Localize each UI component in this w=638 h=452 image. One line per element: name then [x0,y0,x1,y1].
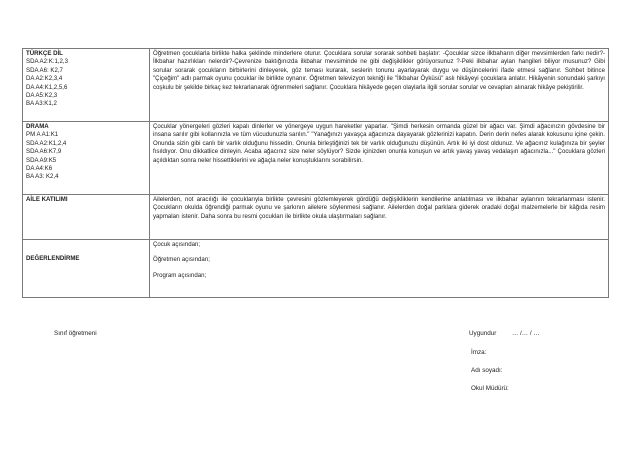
objective-code: DA A4:K6 [26,165,53,173]
evaluation-item: Program açısından; [153,271,207,279]
signature-label: İmza: [471,349,487,356]
objective-code: SDA A9:K5 [26,156,57,164]
table-row [23,195,609,240]
objective-code: BA A3:K1,2 [26,100,57,108]
aile-title: AİLE KATILIMI [26,196,68,203]
evaluation-item: Öğretmen açısından; [153,256,210,264]
evaluation-item: Çocuk açısından; [153,241,201,248]
drama-title: DRAMA [26,123,49,130]
aile-label-cell [23,195,150,240]
objective-code: DA A2:K2,3,4 [26,75,63,83]
plan-table [22,48,609,298]
teacher-label: Sınıf öğretmeni [54,330,97,337]
table-row [23,240,609,298]
objective-code: SDA A6:K7,9 [26,148,62,156]
turkce-title: TÜRKÇE DİL [26,50,63,57]
date-field: … /… / … [512,330,540,337]
table-row [23,122,609,195]
objective-code: SDA A2:K1,2,4 [26,139,67,147]
aile-activity-text: Ailelerden, not aracılığı ile çocuklarıyla birlikte çevresini gözlemleyerek gördüğü değişikliklerin kendilerine anlatılması ve ilkbahar aylarının tekrarlanması istenir. Çocukların okulda öğrendiği parmak oyunu ve şarkının ailelere söylenmesi sağlanır. Ailelerden doğal parklara giderek oradaki doğal malzemelerle bir kâğıda resim yapmaları istenir. Daha sonra bu resmi çocukları ile birlikte okula ulaştırmaları sağlanır. [150,195,609,240]
turkce-activity-text: Öğretmen çocuklarla birlikte halka şeklinde minderlere oturur. Çocuklara sorular sorarak sohbeti başlatır: -Çocuklar sizce ilkbaharın diğer mevsimlerden farkı nedir?-İlkbahar hazırlıkları nelerdir?-Çevrenize baktığınızda ilkbahar mevsiminde ne gibi değişiklikler görüyorsunuz ?-Peki ilkbahar ayları hangileri biliyor musunuz? Gibi sorular sorarak çocukların birbirlerini dinleyerek, göz teması kurarak, seslerin tonunu ayarlayarak duygu ve düşüncelerini ifade etmesi sağlanır. Sohbet bitince "Çiçeğim" adlı parmak oyunu çocuklar ile birlikte oynanır. Öğretmen televizyon tekniği ile "İlkbahar Öyküsü" aslı hikâyeyi çocuklara anlatır. Hikâyenin sonundaki şarkıyı coşkulu bir şekilde birkaç kez tekrarlanarak öğrenmeleri sağlanır. Çocuklara hikâyede geçen olaylarla ilgili sorular sorular ve cevapları alınarak hikâye pekiştirilir. [150,49,609,122]
objective-code: SDA A6: K2,7 [26,66,63,74]
name-surname-label: Adı soyadı: [471,367,503,374]
degerlendirme-title: DEĞERLENDİRME [26,255,80,262]
objective-code: SDA A2:K:1,2,3 [26,58,69,66]
principal-label: Okul Müdürü: [471,385,509,392]
objective-code: PM A A1:K1 [26,131,59,139]
turkce-label-cell [23,49,150,122]
approval-label: Uygundur [469,330,497,337]
degerlendirme-content [150,240,609,298]
objective-code: BA A3: K2,4 [26,173,59,181]
objective-code: DA A4:K1,2,5,6 [26,83,68,91]
drama-label-cell [23,122,150,195]
drama-activity-text: Çocuklar yönergeleri gözleri kapalı dinlerler ve yönergeye uygun hareketler yaparlar. "Şimdi herkesin ormanda güzel bir ağacı var. Şimdi ağacınızın gövdesine bir insana sarılır gibi kollarınızla ve tüm vücudunuzla sarılın." "Yanağınızı yavaşça ağacınıza dayayarak gözlerinizi kapatın. Derin derin nefes alarak kokusunu içine çekin. Onunda sizin gibi canlı bir varlık olduğunu hissedin. Onunla birleştiğinizi tek bir varlık olduğunuzu düşünün. Artık iki iyi dost oldunuz. Ve ağacınız kulağınıza bir şeyler fısıldıyor. Onu dikkatlice dinleyin. Acaba ağacınız size neler söylüyor? Sizde içinizden onunla konuşun ve artık yavaş yavaş vedalaşın ağacınızla..." Çocuklara gözleri açıldıktan sonra neler hissettiklerini ve ağaçla neler konuştuklarını sorabilirsin. [150,122,609,195]
degerlendirme-label-cell [23,240,150,298]
objective-code: DA A5:K2,3 [26,92,58,100]
table-row [23,49,609,122]
